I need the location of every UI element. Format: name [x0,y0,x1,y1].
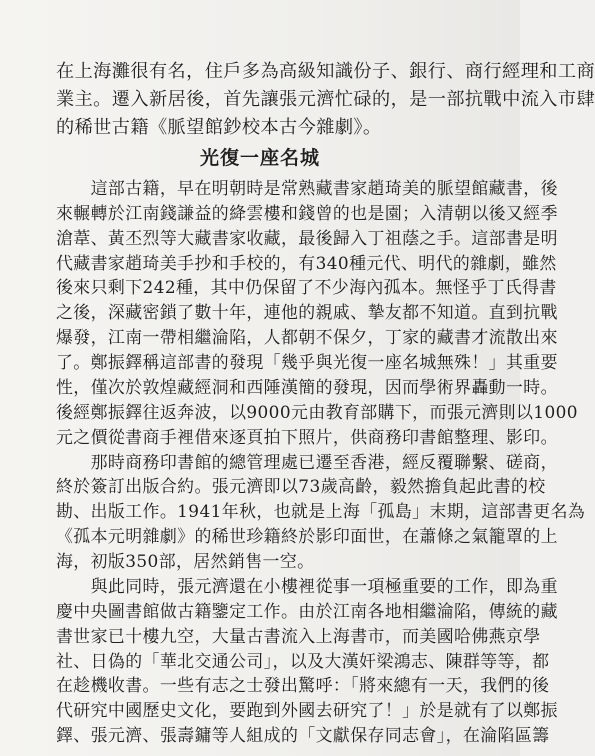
section-heading: 光復一座名城 [199,147,320,169]
intro-line-3: 的稀世古籍《脈望館鈔校本古今雜劇》。 [56,117,382,138]
body-line-14: 勘、出版工作。1941年秋，也就是上海「孤島」末期，這部書更名為 [56,501,586,522]
body-line-23: 鐸、張元濟、張壽鏞等人組成的「文獻保存同志會」，在淪陷區籌 [56,725,550,746]
body-line-17: 與此同時，張元濟還在小樓裡從事一項極重要的工作，即為重 [56,575,558,596]
body-line-1: 這部古籍，早在明朝時是常熟藏書家趙琦美的脈望館藏書，後 [56,178,558,198]
intro-line-1: 在上海灘很有名，住戶多為高級知識份子、銀行、商行經理和工商 [56,61,595,82]
body-line-11: 元之價從書商手裡借來逐頁拍下照片，供商務印書館整理、影印。 [56,426,558,447]
body-line-2: 來輾轉於江南錢謙益的絳雲樓和錢曾的也是園；入清朝以後又經季 [56,202,558,223]
body-line-8: 了。鄭振鐸稱這部書的發現「幾乎與光復一座名城無殊！」其重要 [56,352,558,373]
body-line-6: 之後，深藏密鎖了數十年，連他的親戚、摯友都不知道。直到抗戰 [56,302,558,323]
body-line-9: 性，僅次於敦煌藏經洞和西陲漢簡的發現，因而學術界轟動一時。 [56,376,558,397]
body-line-3: 滄葦、黃丕烈等大藏書家收藏，最後歸入丁祖蔭之手。這部書是明 [56,227,558,248]
body-line-19: 書世家已十樓九空，大量古書流入上海書市，而美國哈佛燕京學 [56,625,541,646]
body-line-18: 慶中央圖書館做古籍鑒定工作。由於江南各地相繼淪陷，傳統的藏 [56,600,558,621]
body-line-21: 在趁機收書。一些有志之士發出驚呼：「將來總有一天，我們的後 [56,675,550,696]
body-line-12: 那時商務印書館的總管理處已遷至香港，經反覆聯繫、磋商， [56,451,558,472]
body-line-16: 海，初版350部，居然銷售一空。 [56,551,315,572]
body-line-15: 《孤本元明雜劇》的稀世珍籍終於影印面世，在蕭條之氣籠罩的上 [56,526,558,547]
intro-line-2: 業主。遷入新居後，首先讓張元濟忙碌的，是一部抗戰中流入市肆 [56,89,595,110]
body-line-7: 爆發，江南一帶相繼淪陷，人都朝不保夕，丁家的藏書才流散出來 [56,327,558,348]
body-line-5: 後來只剩下242種，其中仍保留了不少海內孤本。無怪乎丁氏得書 [56,277,557,298]
body-line-22: 代研究中國歷史文化，要跑到外國去研究了！」於是就有了以鄭振 [56,700,558,721]
body-line-10: 後經鄭振鐸往返奔波，以9000元由教育部購下，而張元濟則以1000 [56,401,578,422]
body-line-4: 代藏書家趙琦美手抄和手校的，有340種元代、明代的雜劇，雖然 [56,252,557,273]
body-line-13: 終於簽訂出版合約。張元濟即以73歲高齡，毅然擔負起此書的校 [56,476,546,497]
body-line-20: 社、日偽的「華北交通公司」，以及大漢奸梁鴻志、陳群等等，都 [56,650,550,671]
